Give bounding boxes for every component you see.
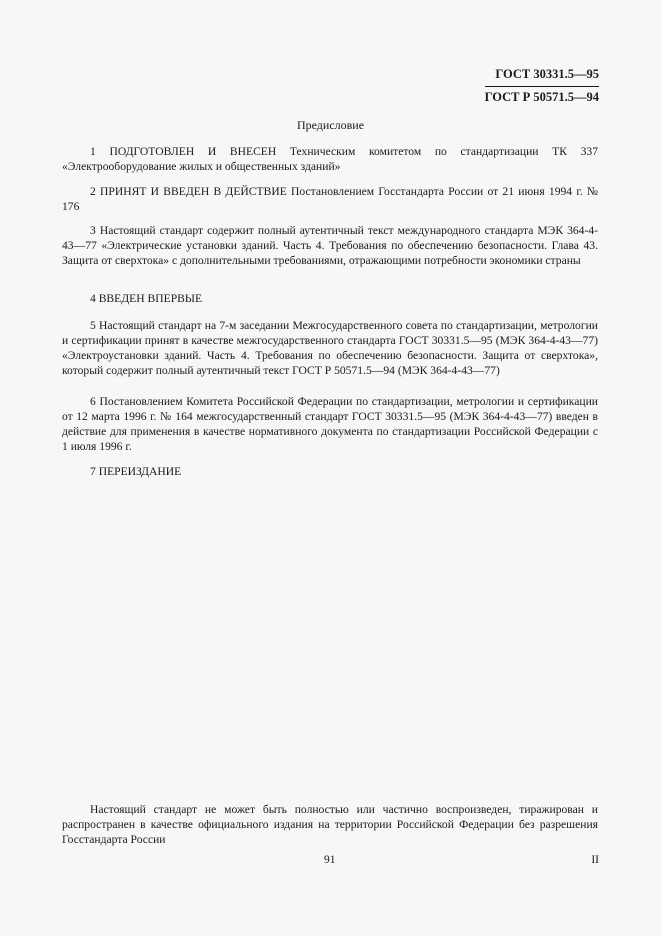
page-number-roman: II (591, 854, 599, 866)
gost-designation-primary: ГОСТ 30331.5—95 (495, 67, 599, 81)
preface-title: Предисловие (296, 118, 365, 132)
paragraph-3-content: 3 Настоящий стандарт содержит полный аутентичный текст международного стандарта МЭК 364-4-43—77 «Электрические установки зданий. Часть 4. Требования по обеспечению безопасности. Глава 43. Защита от сверхтока» с дополнительными требованиями, отражающими потребности экономики страны (62, 224, 598, 267)
gost-designation-secondary: ГОСТ Р 50571.5—94 (484, 90, 599, 104)
paragraph-1-prepared: 1 ПОДГОТОВЛЕН И ВНЕСЕН Техническим комитетом по стандартизации ТК 337 «Электрооборудование жилых и общественных зданий» (62, 145, 598, 173)
document-header (485, 64, 599, 108)
paragraph-5-interstate: 5 Настоящий стандарт на 7-м заседании Межгосударственного совета по стандартизации, метрологии и сертификации принят в качестве межгосударственного стандарта ГОСТ 30331.5—95 (МЭК 364-4-43—77) «Электроустановки зданий. Часть 4. Требования по обеспечению безопасности. Защита от сверхтока», который содержит полный аутентичный текст ГОСТ Р 50571.5—94 (МЭК 364-4-43—77) (62, 319, 598, 377)
page-number-arabic: 91 (324, 854, 336, 866)
paragraph-2-adopted: 2 ПРИНЯТ И ВВЕДЕН В ДЕЙСТВИЕ Постановлением Госстандарта России от 21 июня 1994 г. № 176 (62, 185, 598, 213)
paragraph-4-introduced: 4 ВВЕДЕН ВПЕРВЫЕ (90, 292, 203, 305)
copyright-notice: Настоящий стандарт не может быть полностью или частично воспроизведен, тиражирован и распространен в качестве официального издания на территории Российской Федерации без разрешения Госстандарта России (62, 803, 598, 846)
paragraph-7-reissue: 7 ПЕРЕИЗДАНИЕ (90, 465, 182, 478)
paragraph-6-enactment: 6 Постановлением Комитета Российской Федерации по стандартизации, метрологии и сертификации от 12 марта 1996 г. № 164 межгосударственный стандарт ГОСТ 30331.5—95 (МЭК 364-4-43—77) введен в действие для применения в качестве нормативного документа по стандартизации Российской Федерации с 1 июля 1996 г. (62, 395, 598, 453)
